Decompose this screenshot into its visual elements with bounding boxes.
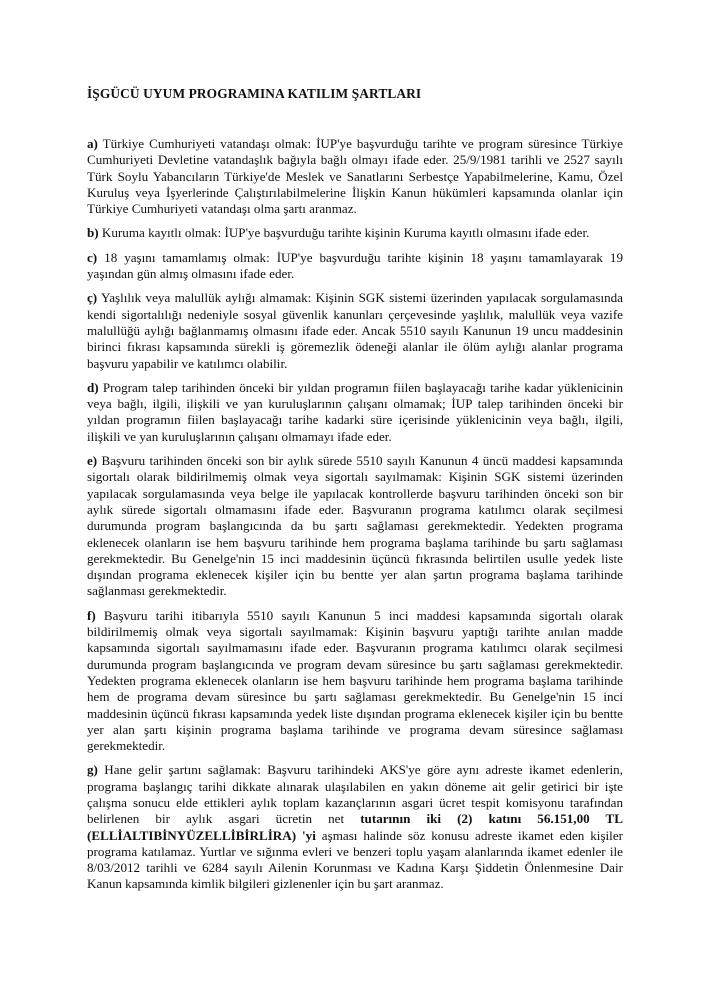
item-text: Türkiye Cumhuriyeti vatandaşı olmak: İUP'ye başvurduğu tarihte ve program süresince Türkiye Cumhuriyeti Devletine vatandaşlık bağıyla bağlı olmayı ifade eder. 25/9/1981 tarihli ve 2527 sayılı Türk Soylu Yabancıların Türkiye'de Meslek ve Sanatlarını Serbestçe Yapabilmelerine, Kamu, Özel Kuruluş veya İşyerlerinde Çalıştırılabilmelerine İlişkin Kanun hükümleri kapsamında olanlar için Türkiye Cumhuriyeti vatandaşı olma şartı aranmaz. (87, 136, 623, 217)
item-c (87, 250, 623, 283)
item-label: c) (87, 249, 98, 265)
item-text-continued: aşması halinde söz konusu adreste ikamet eden kişiler programa katılamaz. Yurtlar ve sığınma evleri ve benzeri toplu yaşam alanlarında ikamet edenler ile 8/03/2012 tarihli ve 6284 sayılı Ailenin Korunması ve Kadına Karşı Şiddetin Önlenmesine Dair Kanun kapsamında kimlik bilgileri gizlenenler için bu şart aranmaz. (87, 827, 623, 892)
item-text: Başvuru tarihinden önceki son bir aylık sürede 5510 sayılı Kanunun 4 üncü maddesi kapsamında sigortalı olarak bildirilmemiş olmak veya sigortalı sayılmamak: Kişinin SGK sistemi üzerinden yapılacak sorgulamasında veya belge ile yapılacak kontrollerde başvuru tarihinden önceki son bir aylık sürede sigortalı olmamasını ifade eder. Başvuranın programa katılımcı olarak seçilmesi durumunda program başlangıcında da bu şartı sağlaması gerekmektedir. Yedekten programa eklenecek olanların ise hem başvuru tarihinde hem programa başlama tarihinde bu şartı sağlaması gerekmektedir. Bu Genelge'nin 15 inci maddesinin üçüncü fıkrasında belirtilen usulle yedek liste dışından programa eklenecek kişiler için bu bentte yer alan şartın programa başlama tarihinde sağlanması gerekmektedir. (87, 453, 623, 599)
item-text: Yaşlılık veya malullük aylığı almamak: Kişinin SGK sistemi üzerinden yapılacak sorgulamasında kendi sigortalılığı nedeniyle sosyal güvenlik kanunları çerçevesinde yaşlılık, malullük veya vazife malullüğü aylığı bağlanmamış olmasını ifade eder. Ancak 5510 sayılı Kanunun 19 uncu maddesinin birinci fıkrası kapsamında sürekli iş göremezlik ödeneği alanlar ile ölüm aylığı alanlar programa başvuru yapabilir ve katılımcı olabilir. (87, 290, 623, 371)
item-label: a) (87, 136, 98, 151)
item-label: f) (87, 607, 96, 623)
item-e (87, 453, 623, 600)
income-threshold-text: tutarının iki (2) katını 56.151,00 TL (ELLİALTIBİNYÜZELLİBİRLİRA) 'yi (87, 811, 623, 843)
item-g (87, 762, 623, 892)
item-c-cedilla (87, 290, 623, 371)
item-label: b) (87, 225, 99, 241)
item-text: Program talep tarihinden önceki bir yıldan programın fiilen başlayacağı tarihe kadar yüklenicinin veya bağlı, ilgili, ilişkili ve yan kuruluşlarının çalışanı olmamak; İUP talep tarihinden önceki bir yıldan programın fiilen başlayacağı tarihe kadarki süre içerisinde yüklenicinin veya bağlı, ilgili, ilişkili ve yan kuruluşlarının çalışanı olmamayı ifade eder. (87, 379, 623, 444)
item-text: Hane gelir şartını sağlamak: Başvuru tarihindeki AKS'ye göre aynı adreste ikamet edenlerin, programa başlangıç tarihi dikkate alınarak ulaşılabilen en yakın döneme ait gelir getirici bir işte çalışma sonucu elde ettikleri aylık toplam kazançlarının asgari ücret tespit komisyonu tarafından belirlenen bir aylık asgari ücretin net (87, 762, 623, 827)
item-label: e) (87, 453, 98, 469)
item-label: ç) (87, 290, 98, 306)
item-b (87, 225, 623, 241)
item-text: 18 yaşını tamamlamış olmak: İUP'ye başvurduğu tarihte kişinin 18 yaşını tamamlayarak 19 yaşından gün almış olmasını ifade eder. (87, 249, 623, 282)
item-text: Başvuru tarihi itibarıyla 5510 sayılı Kanunun 5 inci maddesi kapsamında sigortalı olarak bildirilmemiş olmak veya sigortalı sayılmamak: Kişinin başvuru yaptığı tarihte anılan madde kapsamında sigortalı sayılmamasını ifade eder. Başvuranın programa katılımcı olarak seçilmesi durumunda program başlangıcında ve program devam süresince bu şartı sağlaması gerekmektedir. Yedekten programa eklenecek olanların ise hem başvuru tarihinde hem programa başlama tarihinde hem de programa devam süresince bu şartı sağlaması gerekmektedir. Bu Genelge'nin 15 inci maddesinin üçüncü fıkrası kapsamında yedek liste dışından programa eklenecek kişiler için bu bentte yer alan şartı kişinin programa başlama tarihinde ve programa devam süresince sağlaması gerekmektedir. (87, 607, 623, 754)
item-a (87, 136, 623, 217)
page-title: İŞGÜCÜ UYUM PROGRAMINA KATILIM ŞARTLARI (87, 86, 422, 101)
item-label: g) (87, 762, 98, 778)
item-d (87, 380, 623, 445)
item-text: Kuruma kayıtlı olmak: İUP'ye başvurduğu tarihte kişinin Kuruma kayıtlı olmasını ifade eder. (98, 225, 590, 241)
item-f (87, 608, 623, 755)
item-label: d) (87, 379, 99, 395)
